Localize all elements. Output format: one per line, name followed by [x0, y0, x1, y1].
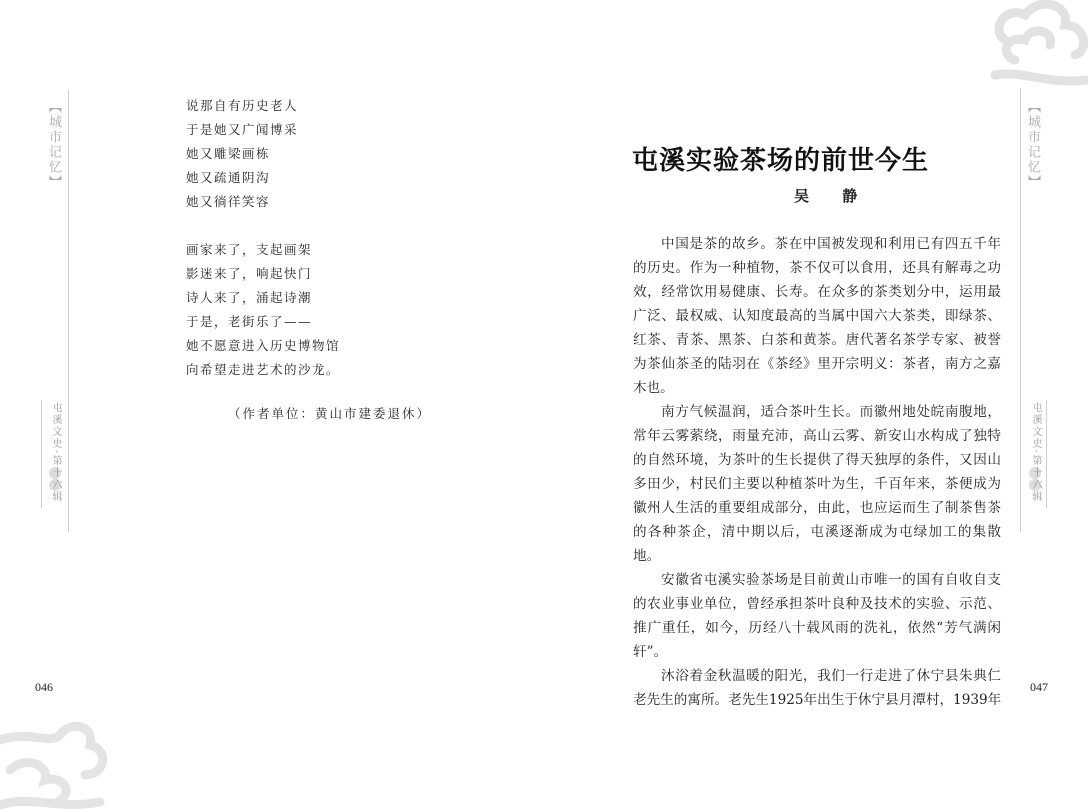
poem-line: 她又雕梁画栋 — [186, 146, 271, 161]
paragraph-line: 多田少，村民们主要以种植茶叶为生，千百年来，茶便成为 — [633, 476, 1001, 492]
stanza-break — [186, 214, 340, 238]
poem-line: 于是她又广闻博采 — [186, 122, 299, 137]
paragraph-line: 沐浴着金秋温暖的阳光，我们一行走进了休宁县朱典仁 — [661, 668, 1001, 684]
page-number: 046 — [35, 680, 53, 694]
poem-line: 于是，老街乐了—— — [186, 314, 313, 329]
paragraph-line: 为茶仙茶圣的陆羽在《茶经》里开宗明义：茶者，南方之嘉 — [633, 356, 1001, 372]
issue-number-2: 六 — [1030, 479, 1041, 492]
poem — [186, 94, 340, 382]
margin-rule — [1020, 88, 1021, 532]
paragraph-line: 的各种茶企，清中期以后，屯溪逐渐成为屯绿加工的集散 — [633, 524, 1001, 540]
poem-line: 诗人来了，涌起诗潮 — [186, 290, 313, 305]
paragraph-line: 的历史。作为一种植物，茶不仅可以食用，还具有解毒之功 — [633, 260, 1001, 276]
section-label: 【城市记忆】 — [46, 100, 61, 190]
series-label — [49, 402, 61, 503]
paragraph-line: 的农业事业单位，曾经承担茶叶良种及技术的实验、示范、 — [633, 596, 1001, 612]
paragraph-line: 红茶、青茶、黑茶、白茶和黄茶。唐代著名茶学专家、被誉 — [633, 332, 1001, 348]
series-prefix: 屯溪文史·第 — [1030, 402, 1041, 468]
poem-line: 说那自有历史老人 — [186, 98, 299, 113]
paragraph-line: 的自然环境，为茶叶的生长提供了得天独厚的条件，又因山 — [633, 452, 1001, 468]
series-prefix: 屯溪文史·第 — [50, 402, 61, 468]
series-label — [1029, 402, 1041, 503]
paragraph-line: 南方气候温润，适合茶叶生长。而徽州地处皖南腹地， — [661, 404, 1001, 420]
paragraph-line: 地。 — [633, 548, 661, 564]
right-page — [544, 0, 1088, 812]
issue-number-1: 十 — [50, 467, 61, 480]
paragraph-line: 常年云雾萦绕，雨量充沛，高山云雾、新安山水构成了独特 — [633, 428, 1001, 444]
series-suffix: 辑 — [50, 491, 61, 504]
author-affiliation: （作者单位：黄山市建委退休） — [228, 406, 432, 421]
paragraph-line: 木也。 — [633, 380, 674, 396]
paragraph-line: 老先生的寓所。老先生1925年出生于休宁县月潭村，1939年 — [633, 692, 1002, 708]
series-rule — [1046, 400, 1047, 508]
poem-line: 画家来了，支起画架 — [186, 242, 313, 257]
article-title: 屯溪实验茶场的前世今生 — [632, 146, 930, 176]
poem-line: 向希望走进艺术的沙龙。 — [186, 362, 341, 377]
section-label: 【城市记忆】 — [1025, 100, 1040, 190]
paragraph-line: 广泛、最权威、认知度最高的当属中国六大茶类，即绿茶、 — [633, 308, 1001, 324]
paragraph-line: 徽州人生活的重要组成部分，由此，也应运而生了制茶售茶 — [633, 500, 1001, 516]
poem-line: 她不愿意进入历史博物馆 — [186, 338, 341, 353]
paragraph-line: 中国是茶的故乡。茶在中国被发现和利用已有四五千年 — [661, 236, 1001, 252]
series-rule — [41, 400, 42, 508]
paragraph-line: 效，经常饮用易健康、长寿。在众多的茶类划分中，运用最 — [633, 284, 1001, 300]
page-number: 047 — [1030, 680, 1048, 694]
series-suffix: 辑 — [1030, 491, 1041, 504]
paragraph-line: 轩”。 — [633, 644, 668, 660]
poem-line: 她又疏通阴沟 — [186, 170, 271, 185]
issue-number-1: 十 — [1030, 467, 1041, 480]
paragraph-line: 安徽省屯溪实验茶场是目前黄山市唯一的国有自收自支 — [661, 572, 1001, 588]
poem-line: 影迷来了，响起快门 — [186, 266, 313, 281]
article-author: 吴 静 — [794, 187, 872, 205]
issue-number-2: 六 — [50, 479, 61, 492]
paragraph-line: 推广重任，如今，历经八十载风雨的洗礼，依然“芳气满闲 — [633, 620, 1001, 636]
poem-line: 她又徜徉笑容 — [186, 194, 271, 209]
margin-rule — [68, 90, 69, 532]
article-body — [633, 232, 1001, 712]
